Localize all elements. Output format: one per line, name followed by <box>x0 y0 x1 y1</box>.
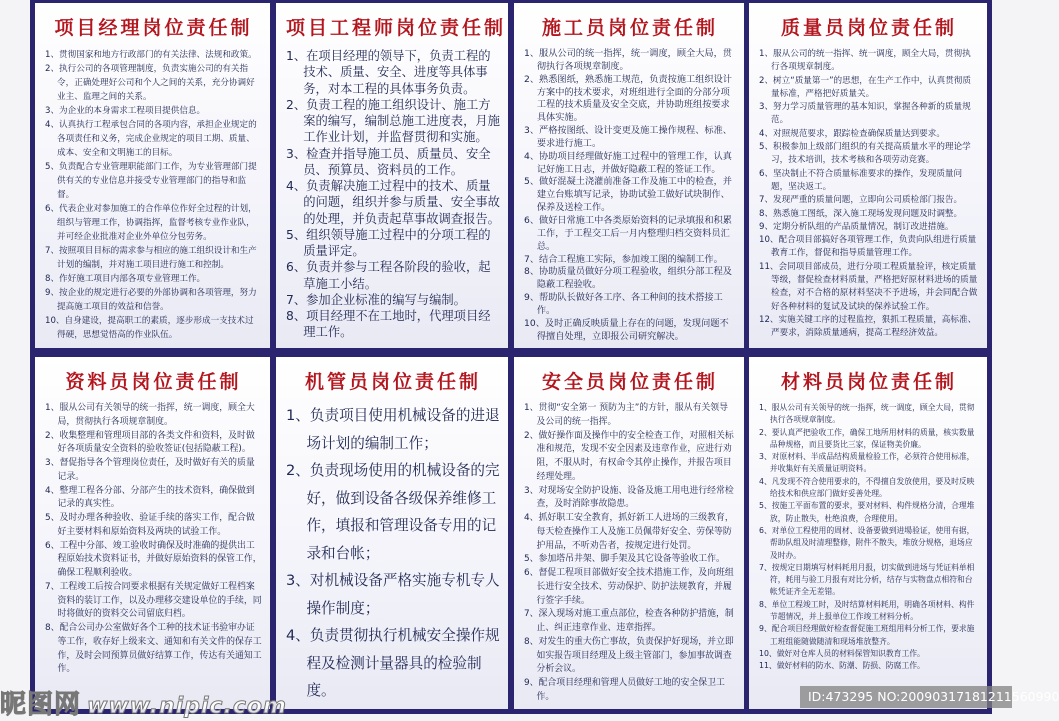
duty-item: 3、对机械设备严格实施专机专人操作制度； <box>286 572 500 617</box>
panel-machinery-manager-duties <box>276 357 508 709</box>
duty-item: 6、做好日常施工中各类原始资料的记录填报和积累工作，于工程交工后一月内整理归档交资料员汇总。 <box>524 214 732 252</box>
duty-item: 2、熟悉图纸，熟悉施工规范，负责按施工组织设计方案中的技术要求，对班组进行全面的分部分项工程的技术质量及安全交底，并协助班组按要求具体实施。 <box>524 73 732 124</box>
duty-item: 8、配合公司办公室做好各个工种的技术证书验审办证等工作，收存好上级来文、通知和有关文件的保存工作，及时会同预算员做好结算工作，传达有关通知工作。 <box>45 623 262 675</box>
duty-item: 3、严格按图纸、设计变更及施工操作规程、标准、要求进行施工。 <box>524 125 732 149</box>
panel-project-engineer-duties <box>276 3 508 348</box>
duty-item: 1、贯彻国家和地方行政部门的有关法律、法规和政策。 <box>45 50 257 60</box>
duty-item: 3、督促指导各个管理岗位责任，及时做好有关的质量记录。 <box>45 458 255 482</box>
duty-item: 2、负责工程的施工组织设计、施工方案的编写，编制总施工进度表，月施工作业计划，并监督贯彻和实施。 <box>286 97 500 145</box>
duty-item: 9、配合项目经理做好检查督促施工班组用料分析工作，要求施工班组能随做随清和现场堆放整齐。 <box>759 624 975 646</box>
duty-item: 1、服从公司的统一指挥、统一调度，顾全大局，贯彻执行各项规章制度。 <box>759 49 971 73</box>
panel-title: 施工员岗位责任制 <box>541 17 718 39</box>
duty-item: 1、负责项目使用机械设备的进退场计划的编制工作； <box>286 407 500 452</box>
panel-materials-clerk-duties <box>749 357 987 709</box>
duty-item: 10、配合项目部搞好各项管理工作，负责向队组进行质量教育工作，督促和指导质量管理工作。 <box>759 235 977 259</box>
duty-item: 8、项目经理不在工地时，代理项目经理工作。 <box>286 309 491 340</box>
image-id-label: ID:473295 NO:20090317181211560990 <box>800 686 1012 708</box>
duty-item: 6、代表企业对参加施工的合作单位作好全过程的计划，组织与管理工作，协调指挥，监督考核专业作业队，并可经企业批准对企业外单位分包劳务。 <box>45 204 257 242</box>
watermark-logo: 昵图网 www.nipic.com <box>0 690 287 720</box>
duty-item: 8、熟悉施工图纸，深入施工现场发现问题及时调整。 <box>759 208 963 219</box>
duty-item: 9、帮助队长做好各工序、各工种间的技术搭接工作。 <box>524 292 723 316</box>
panel-title: 项目经理岗位责任制 <box>54 17 253 39</box>
duty-item: 7、工程竣工后按合同要求根据有关规定做好工程档案资料的装订工作，以及办理移交建设单位的手续，同时将做好的资料交公司留底归档。 <box>45 581 262 620</box>
duty-item: 7、结合工程施工实际，参加竣工图的编制工作。 <box>524 253 723 265</box>
duty-item: 5、积极参加上级部门组织的有关提高质量水平的理论学习，技术培训，技术考核和各项劳动竞赛。 <box>759 142 971 166</box>
duty-item: 2、负责现场使用的机械设备的完好，做到设备各级保养维修工作，填报和管理设备专用的记录和台帐； <box>286 462 500 562</box>
duty-item: 4、抓好职工安全教育，抓好新工人进场的三级教育，每天检查操作工人及施工员佩带好安全、劳保等防护用品，不听劝告者，按规定进行处罚。 <box>524 513 734 551</box>
duty-item: 6、对单位工程使用的周材、设备要做到进場验证，使用有据，帮助队组及时清理整修，附件不散失，堆放分规格，退场应及时办。 <box>759 525 975 560</box>
duty-item: 4、对照规范要求，跟踪检查确保质量达到要求。 <box>759 128 945 139</box>
duty-item: 12、实施关键工序的过程监控，狠抓工程质量，高标准、严要求，消除质量通病，提高工程经济效益。 <box>759 314 977 339</box>
duty-item: 2、收集整理和管理项目部的各类文件和资料，及时做好各项质量安全资料的验收签证(包括隐蔽工程)。 <box>45 430 255 455</box>
duty-item: 5、按施工平面布置的要求，要对材料、构件规格分清，合理堆放，防止散失，杜绝浪费，合理使用。 <box>759 501 975 523</box>
duty-item: 7、参加企业标准的编写与编制。 <box>286 292 466 307</box>
duty-item: 6、负责并参与工程各阶段的验收，起草施工小结。 <box>286 260 491 291</box>
duty-item: 4、整理工程各分部、分部产生的技术资料，确保做到记录的真实性。 <box>45 485 255 510</box>
duty-item: 4、凡发现不符合使用要求的，不得擅自发放使用，要及时反映给技术和供应部门做好妥善处理。 <box>759 476 975 499</box>
duty-item: 3、为企业的本身需求工程项目提供信息。 <box>45 106 206 116</box>
duty-item: 7、发现严重的质量问题，立即向公司质检部门报告。 <box>759 195 963 206</box>
duty-item: 2、树立“质量第一”的思想，在生产工作中，认真贯彻质量标准，严格把好质量关。 <box>759 75 972 99</box>
duty-item: 3、对原材料、半成品结构质量检验工作，必须符合使用标准，并收集好有关质量证明资料。 <box>759 452 975 474</box>
duty-item: 6、督促工程项目部做好安全技术措施工作，及向班组长进行安全技术、劳动保护、防护法规教育，并履行签字手续。 <box>524 568 734 606</box>
duty-item: 8、单位工程竣工时，及时结算材料耗用，明确各项材料、构件节超情况，并上报单位工作竣工材料分析。 <box>759 599 975 622</box>
duty-item: 4、负责解决施工过程中的技术、质量的问题，组织并参与质量、安全事故的处理，并负责起草事故调查报告。 <box>286 179 500 226</box>
panel-title: 项目工程师岗位责任制 <box>286 17 507 39</box>
duty-item: 1、服从公司有关领导的统一指挥，统一调度，顾全大局，贯彻执行各项规章制度。 <box>759 403 975 425</box>
duty-item: 5、组织领导施工过程中的分项工程的质量评定。 <box>286 227 491 258</box>
duty-item: 5、负责配合专业管理职能部门工作，为专业管理部门提供有关的专业信息并接受专业管理部门的指导和监督。 <box>45 162 257 200</box>
panel-title: 材料员岗位责任制 <box>780 371 957 393</box>
panel-project-manager-duties <box>35 3 270 348</box>
duty-item: 3、努力学习质量管理的基本知识，掌握各种新的质量规范。 <box>759 102 971 126</box>
duty-item: 10、自身建设，提高职工的素质，逐步形成一支技术过得硬，思想觉悟高的作业队伍。 <box>45 316 254 340</box>
duty-item: 5、及时办理各种验收、验证手续的落实工作，配合做好主要材料和原始资料及两块的试验工作。 <box>45 513 255 537</box>
duty-item: 8、协助质量员做好分项工程验收，组织分部工程及隐蔽工程验收。 <box>524 266 732 291</box>
duty-item: 3、检查并指导施工员、质量员、安全员、预算员、资料员的工作。 <box>286 146 491 177</box>
duty-item: 4、协助项目经理做好施工过程中的管理工作，认真记好施工日志，并做好隐蔽工程的签证工作。 <box>524 150 732 175</box>
duty-item: 9、配合项目经理和管理人员做好工地的安全保卫工作。 <box>524 678 725 702</box>
duty-item: 5、参加塔吊井架、脚手架及其它设备等验收工作。 <box>524 554 725 565</box>
duty-item: 8、作好施工项目内部各项专业管理工作。 <box>45 274 206 284</box>
duty-item: 9、按企业的规定进行必要的外部协调和各项管理，努力提高施工项目的效益和信誉。 <box>45 288 257 312</box>
duty-item: 1、贯彻“安全第一 预防为主”的方针，服从有关领导及公司的统一指挥。 <box>524 403 729 427</box>
duty-item: 5、做好混凝土浇灌前准备工作及施工中的检查，并建立台账填写记录，协助试验工做好试块制作、保养及送检工作。 <box>524 176 732 214</box>
duty-item: 10、做好对仓库人员的材料保管知识教育工作。 <box>759 648 925 658</box>
duty-item: 6、工程中分部、竣工验收时确保及时准确的提供出工程原始技术资料证书，并做好原始资料的保管工作，确保工程顺利验收。 <box>45 540 262 578</box>
panel-title: 安全员岗位责任制 <box>541 371 718 393</box>
panel-safety-officer-duties <box>514 357 744 709</box>
panel-title: 资料员岗位责任制 <box>65 371 242 393</box>
duty-item: 11、会同项目部成员，进行分项工程质量验评，核定质量等级，督促检查材料质量，严格把好原材料进场的质量检查，对不合格的原材料坚决不予进场，并会同配合做好各种材料的复试及试块的保养试验工作。 <box>759 261 978 312</box>
duty-item: 6、坚决制止不符合质量标准要求的操作，发现质量问题，坚决返工。 <box>759 168 963 192</box>
panel-title: 机管员岗位责任制 <box>304 371 481 393</box>
panel-construction-worker-duties <box>514 3 744 348</box>
duty-item: 3、对现场安全防护设施、设备及施工用电进行经常检查，及时消除事故隐患。 <box>524 485 734 510</box>
duty-item: 1、服从公司的统一指挥，统一调度，顾全大局，贯彻执行各项规章制度。 <box>524 48 732 72</box>
panel-quality-inspector-duties <box>749 3 987 348</box>
duty-item: 10、及时正确反映质量上存在的问题，发现问题不得擅自处理，立即报公司研究解决。 <box>524 317 729 342</box>
duty-item: 4、认真执行工程承包合同的各项内容，承担企业规定的各项责任和义务，完成企业规定的项目工期、质量、成本、安全和文明施工的目标。 <box>45 120 257 158</box>
panel-document-clerk-duties <box>35 357 270 709</box>
duty-item: 7、深入现场对施工重点部位，检查各种防护措施，制止、纠正违章作业、违章指挥。 <box>524 609 734 633</box>
duty-item: 7、按照项目目标的需求参与相应的施工组织设计和生产计划的编制，并对施工项目进行施工和控制。 <box>45 246 257 270</box>
duty-item: 9、定期分析队组的产品质量情况，制订改进措施。 <box>759 221 954 232</box>
duty-item: 2、执行公司的各项管理制度，负责实施公司的有关指令，正确处理好公司和个人之间的关系，充分协调好业主、监理之间的关系。 <box>45 64 255 102</box>
duty-item: 1、在项目经理的领导下，负责工程的技术、质量、安全、进度等具体事务，对本工程的具体事务负责。 <box>286 49 491 96</box>
panel-title: 质量员岗位责任制 <box>780 17 957 39</box>
duty-item: 4、负责贯彻执行机械安全操作规程及检测计量器具的检验制度。 <box>286 627 500 699</box>
duty-item: 2、做好操作面及操作中的安全检查工作，对照相关标准和规范，发现不安全因素及违章作业，应进行劝阻，不服从时，有权命令其停止操作，并报告项目经理处理。 <box>524 430 734 482</box>
duty-item: 7、按规定日期填写材料耗用月报，切实做到进场与凭证料单相符，耗用与验工月报有对比分析，结存与实物盘点相符和台帐凭证齐全无差错。 <box>759 562 975 597</box>
duty-item: 2、要认真严把验收工作，确保工地所用材料的质量，核实数量品种规格，而且要货比三家，保证物美价廉。 <box>759 427 975 449</box>
duty-item: 8、对发生的重大伤亡事故，负责保护好现场，并立即如实报告项目经理及上级主管部门，参加事故调查分析会议。 <box>524 636 734 675</box>
duty-item: 1、服从公司有关领导的统一指挥，统一调度，顾全大局，贯彻执行各项规章制度。 <box>45 403 255 427</box>
duty-item: 11、做好材料的防水、防潮、防损、防腐工作。 <box>759 661 925 671</box>
